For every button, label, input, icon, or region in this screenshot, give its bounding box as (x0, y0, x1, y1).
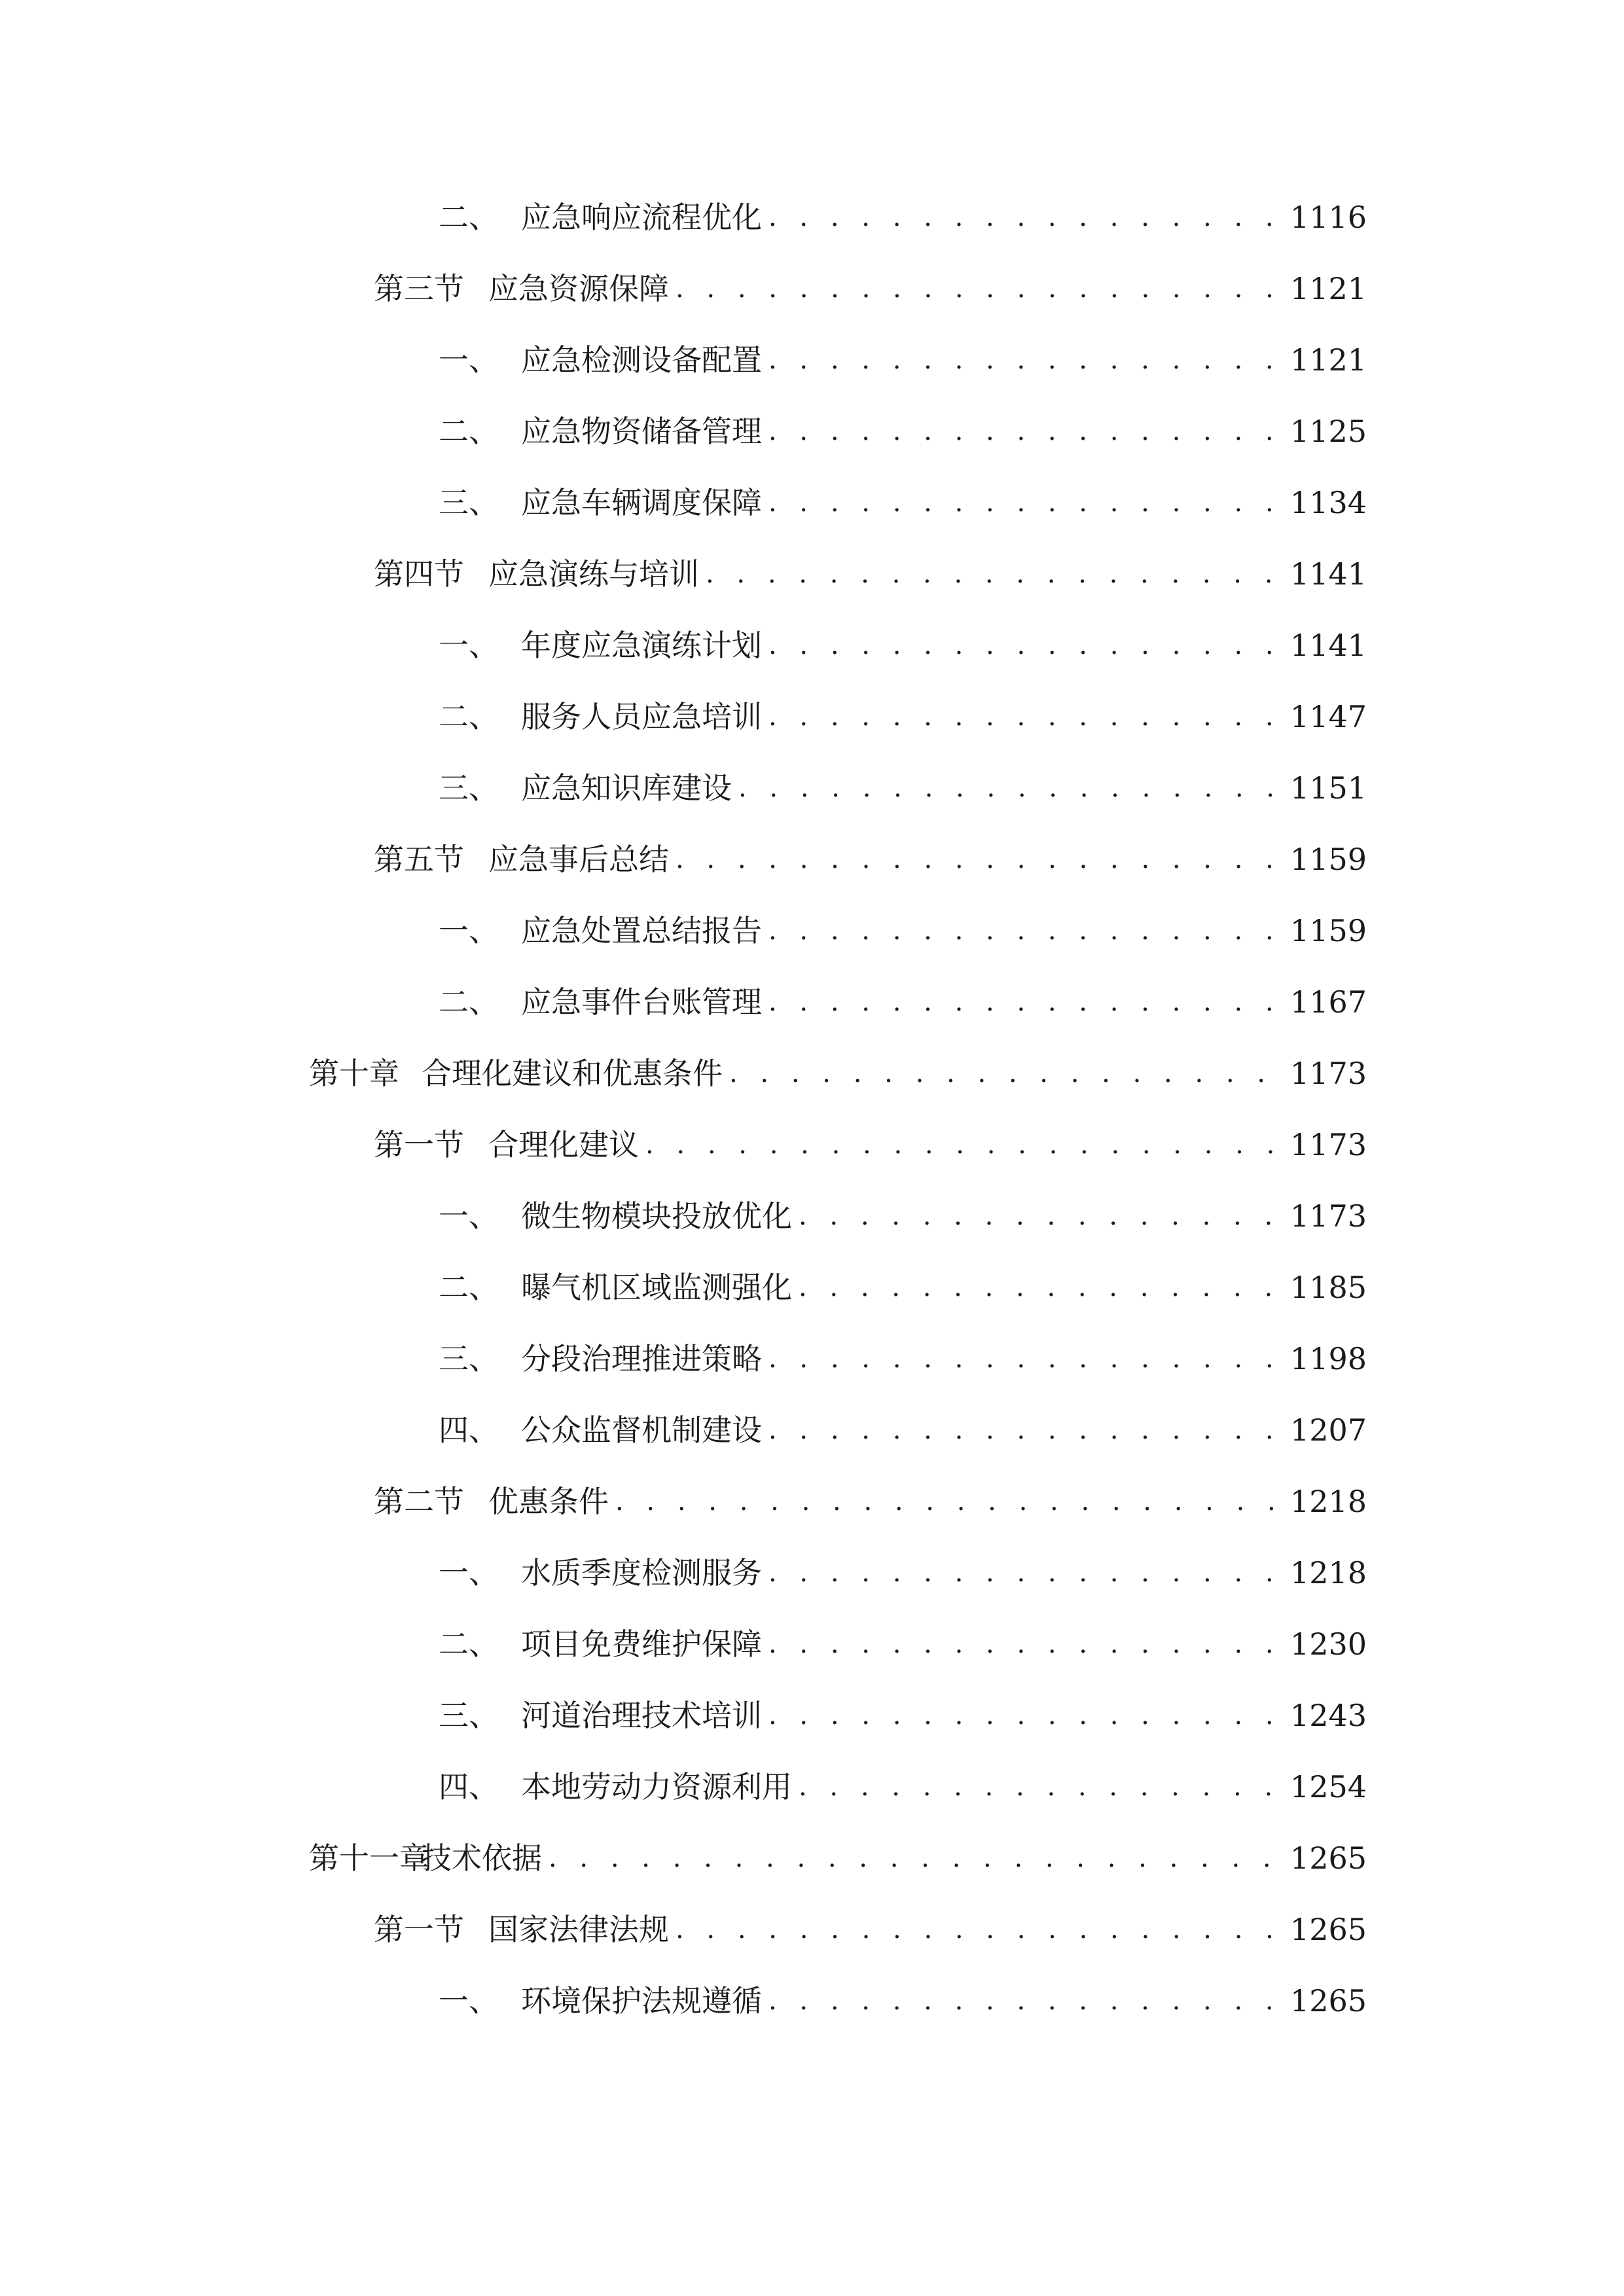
toc-entry-number: 第一节 (374, 1127, 464, 1162)
dot-leader (645, 1120, 1278, 1170)
toc-entry-page: 1243 (1290, 1698, 1367, 1733)
dot-leader (799, 1762, 1278, 1812)
toc-entry-title: 年度应急演练计划 (521, 628, 762, 663)
dot-leader (768, 1619, 1278, 1669)
toc-entry-title: 应急演练与培训 (488, 556, 699, 592)
toc-entry-page: 1159 (1290, 842, 1367, 877)
toc-entry[interactable] (309, 1833, 1367, 1883)
toc-entry[interactable] (439, 1263, 1367, 1312)
toc-entry[interactable] (439, 192, 1367, 242)
toc-entry-page: 1207 (1290, 1412, 1367, 1448)
toc-entry-title: 应急响应流程优化 (521, 200, 762, 235)
toc-entry[interactable] (374, 1905, 1367, 1954)
toc-entry[interactable] (439, 478, 1367, 528)
toc-entry-number: 一、 (439, 342, 499, 378)
dot-leader (768, 406, 1278, 456)
toc-entry-title: 应急检测设备配置 (521, 342, 762, 378)
dot-leader (615, 1477, 1278, 1526)
toc-entry[interactable] (439, 1191, 1367, 1241)
toc-entry-page: 1159 (1290, 913, 1367, 948)
toc-entry[interactable] (374, 834, 1367, 884)
toc-entry-page: 1121 (1290, 271, 1367, 306)
toc-entry-number: 第四节 (374, 556, 464, 592)
toc-entry-title: 项目免费维护保障 (521, 1626, 762, 1662)
dot-leader (768, 1976, 1278, 2026)
toc-entry-number: 第三节 (374, 271, 464, 306)
toc-entry-page: 1173 (1290, 1056, 1367, 1091)
toc-entry-title: 本地劳动力资源利用 (521, 1769, 792, 1804)
dot-leader (676, 834, 1278, 884)
dot-leader (799, 1191, 1278, 1241)
dot-leader (768, 192, 1278, 242)
toc-entry-page: 1265 (1290, 1840, 1367, 1876)
dot-leader (676, 1905, 1278, 1954)
toc-entry-title: 应急物资储备管理 (521, 414, 762, 449)
toc-entry-title: 服务人员应急培训 (521, 699, 762, 734)
toc-entry-number: 三、 (439, 485, 499, 520)
dot-leader (768, 977, 1278, 1027)
toc-entry-number: 一、 (439, 1198, 499, 1234)
toc-entry[interactable] (439, 620, 1367, 670)
dot-leader (738, 763, 1278, 813)
toc-entry-page: 1218 (1290, 1484, 1367, 1519)
toc-entry-number: 三、 (439, 770, 499, 806)
toc-entry-title: 微生物模块投放优化 (521, 1198, 792, 1234)
toc-entry[interactable] (374, 1477, 1367, 1526)
toc-entry-title: 分段治理推进策略 (521, 1341, 762, 1376)
toc-entry-number: 二、 (439, 984, 499, 1020)
toc-entry[interactable] (439, 906, 1367, 956)
toc-entry-number: 四、 (439, 1412, 499, 1448)
toc-entry[interactable] (439, 335, 1367, 385)
toc-entry-title: 优惠条件 (488, 1484, 609, 1519)
toc-entry-page: 1116 (1290, 200, 1367, 235)
toc-entry-title: 曝气机区域监测强化 (521, 1270, 792, 1305)
toc-entry-title: 应急事后总结 (488, 842, 669, 877)
toc-entry-title: 合理化建议 (488, 1127, 639, 1162)
toc-entry-title: 合理化建议和优惠条件 (422, 1056, 723, 1091)
toc-entry-page: 1230 (1290, 1626, 1367, 1662)
toc-entry-number: 三、 (439, 1698, 499, 1733)
toc-entry-page: 1141 (1290, 628, 1367, 663)
toc-entry[interactable] (439, 692, 1367, 742)
toc-entry-number: 四、 (439, 1769, 499, 1804)
toc-entry[interactable] (439, 1691, 1367, 1740)
toc-entry-page: 1173 (1290, 1127, 1367, 1162)
toc-entry-page: 1121 (1290, 342, 1367, 378)
dot-leader (799, 1263, 1278, 1312)
toc-entry-number: 二、 (439, 699, 499, 734)
dot-leader (706, 549, 1278, 599)
toc-entry-number: 二、 (439, 1626, 499, 1662)
toc-entry[interactable] (439, 1619, 1367, 1669)
toc-entry[interactable] (439, 1548, 1367, 1598)
toc-entry[interactable] (439, 1976, 1367, 2026)
toc-entry-title: 技术依据 (422, 1840, 542, 1876)
toc-entry-page: 1265 (1290, 1983, 1367, 2018)
toc-entry[interactable] (309, 1049, 1367, 1098)
toc-entry-page: 1141 (1290, 556, 1367, 592)
toc-entry[interactable] (374, 264, 1367, 314)
toc-entry-number: 第十章 (309, 1056, 399, 1091)
toc-entry-title: 环境保护法规遵循 (521, 1983, 762, 2018)
toc-entry-title: 国家法律法规 (488, 1912, 669, 1947)
toc-entry-number: 二、 (439, 200, 499, 235)
dot-leader (768, 1548, 1278, 1598)
dot-leader (768, 1334, 1278, 1384)
toc-entry-title: 应急车辆调度保障 (521, 485, 762, 520)
toc-entry-page: 1218 (1290, 1555, 1367, 1590)
toc-entry[interactable] (439, 1334, 1367, 1384)
toc-entry-number: 第二节 (374, 1484, 464, 1519)
toc-entry[interactable] (439, 977, 1367, 1027)
toc-entry-title: 河道治理技术培训 (521, 1698, 762, 1733)
toc-entry-title: 应急知识库建设 (521, 770, 732, 806)
toc-entry-page: 1134 (1290, 485, 1367, 520)
toc-entry-number: 第五节 (374, 842, 464, 877)
toc-entry-number: 一、 (439, 1555, 499, 1590)
toc-entry-page: 1125 (1290, 414, 1367, 449)
dot-leader (676, 264, 1278, 314)
toc-entry-title: 水质季度检测服务 (521, 1555, 762, 1590)
dot-leader (768, 906, 1278, 956)
toc-entry[interactable] (374, 1120, 1367, 1170)
toc-entry-title: 应急事件台账管理 (521, 984, 762, 1020)
dot-leader (768, 620, 1278, 670)
toc-entry-number: 一、 (439, 1983, 499, 2018)
toc-entry-page: 1265 (1290, 1912, 1367, 1947)
dot-leader (768, 1405, 1278, 1455)
toc-entry-number: 一、 (439, 628, 499, 663)
toc-entry[interactable] (439, 1405, 1367, 1455)
toc-entry-title: 公众监督机制建设 (521, 1412, 762, 1448)
dot-leader (549, 1833, 1278, 1883)
dot-leader (768, 478, 1278, 528)
toc-entry-page: 1254 (1290, 1769, 1367, 1804)
toc-entry-page: 1185 (1290, 1270, 1367, 1305)
toc-entry[interactable] (439, 406, 1367, 456)
toc-entry-number: 二、 (439, 1270, 499, 1305)
dot-leader (729, 1049, 1278, 1098)
toc-entry[interactable] (374, 549, 1367, 599)
toc-entry-number: 一、 (439, 913, 499, 948)
toc-entry[interactable] (439, 763, 1367, 813)
dot-leader (768, 1691, 1278, 1740)
toc-entry-page: 1167 (1290, 984, 1367, 1020)
dot-leader (768, 335, 1278, 385)
toc-entry-number: 第十一章 (309, 1840, 429, 1876)
toc-entry[interactable] (439, 1762, 1367, 1812)
toc-entry-number: 二、 (439, 414, 499, 449)
toc-entry-number: 第一节 (374, 1912, 464, 1947)
dot-leader (768, 692, 1278, 742)
toc-entry-title: 应急处置总结报告 (521, 913, 762, 948)
toc-entry-title: 应急资源保障 (488, 271, 669, 306)
toc-entry-page: 1198 (1290, 1341, 1367, 1376)
toc-entry-page: 1151 (1290, 770, 1367, 806)
toc-entry-page: 1173 (1290, 1198, 1367, 1234)
toc-entry-page: 1147 (1290, 699, 1367, 734)
toc-entry-number: 三、 (439, 1341, 499, 1376)
